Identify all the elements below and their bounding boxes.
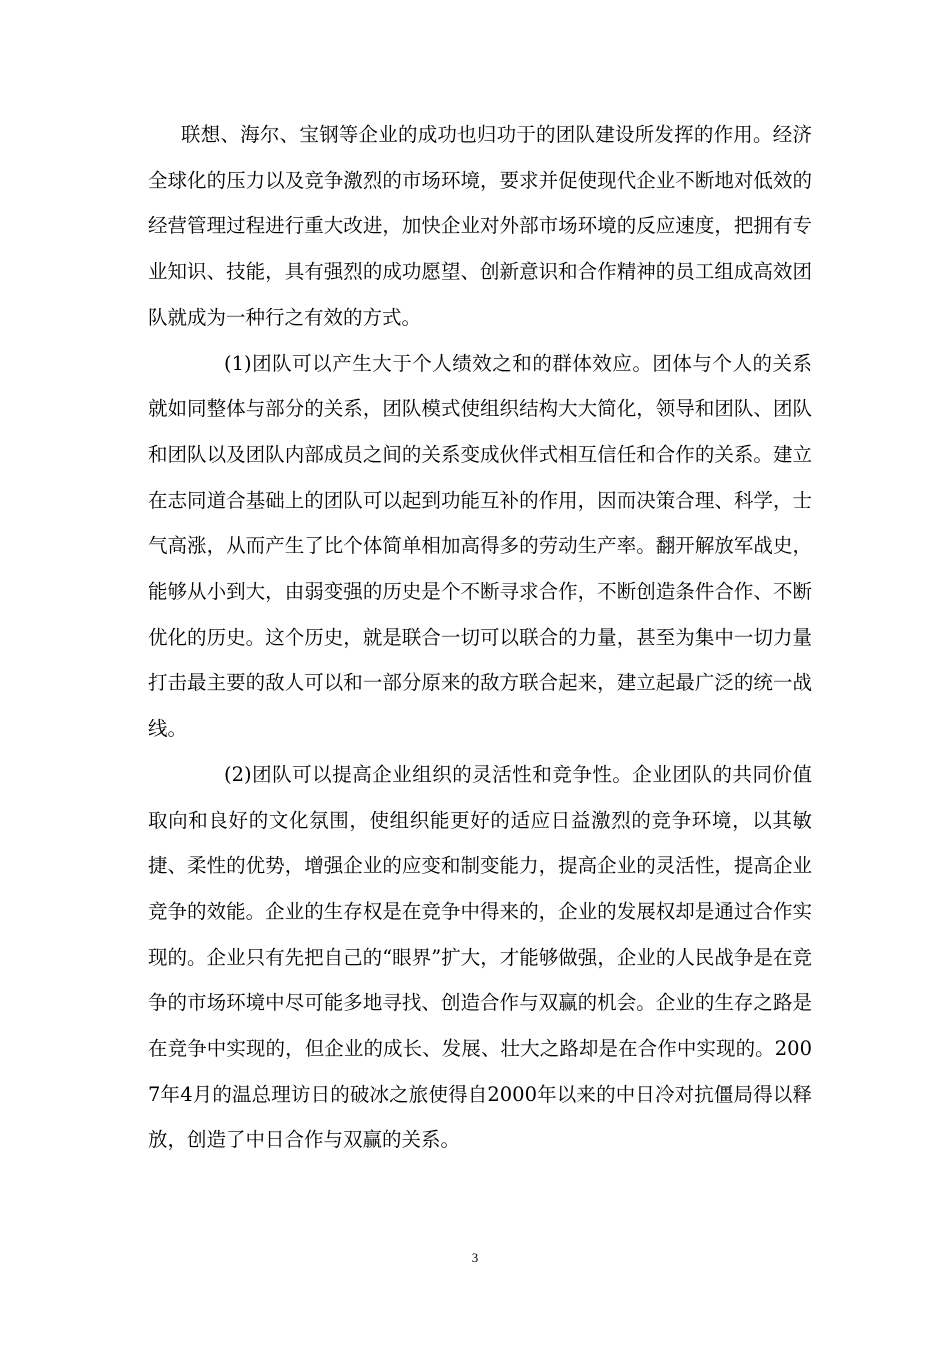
paragraph-point-2: (2)团队可以提高企业组织的灵活性和竞争性。企业团队的共同价值取向和良好的文化氛围，使组织能更好的适应日益激烈的竞争环境，以其敏捷、柔性的优势，增强企业的应变和制变能力，提高企业的灵活性，提高企业竞争的效能。企业的生存权是在竞争中得来的，企业的发展权却是通过合作实现的。企业只有先把自己的“眼界”扩大，才能够做强，企业的人民战争是在竞争的市场环境中尽可能多地寻找、创造合作与双赢的机会。企业的生存之路是在竞争中实现的，但企业的成长、发展、壮大之路却是在合作中实现的。2007年4月的温总理访日的破冰之旅使得自2000年以来的中日冷对抗僵局得以释放，创造了中日合作与双赢的关系。 — [148, 762, 812, 1152]
paragraph-intro: 联想、海尔、宝钢等企业的成功也归功于的团队建设所发挥的作用。经济全球化的压力以及竞争激烈的市场环境，要求并促使现代企业不断地对低效的经营管理过程进行重大改进，加快企业对外部市场环境的反应速度，把拥有专业知识、技能，具有强烈的成功愿望、创新意识和合作精神的员工组成高效团队就成为一种行之有效的方式。 — [148, 123, 812, 329]
document-body — [148, 112, 812, 1163]
paragraph-point-1: (1)团队可以产生大于个人绩效之和的群体效应。团体与个人的关系就如同整体与部分的关系，团队模式使组织结构大大简化，领导和团队、团队和团队以及团队内部成员之间的关系变成伙伴式相互信任和合作的关系。建立在志同道合基础上的团队可以起到功能互补的作用，因而决策合理、科学，士气高涨，从而产生了比个体简单相加高得多的劳动生产率。翻开解放军战史，能够从小到大，由弱变强的历史是个不断寻求合作，不断创造条件合作、不断优化的历史。这个历史，就是联合一切可以联合的力量，甚至为集中一切力量打击最主要的敌人可以和一部分原来的敌方联合起来，建立起最广泛的统一战线。 — [148, 351, 812, 741]
page-number: 3 — [471, 1250, 479, 1265]
